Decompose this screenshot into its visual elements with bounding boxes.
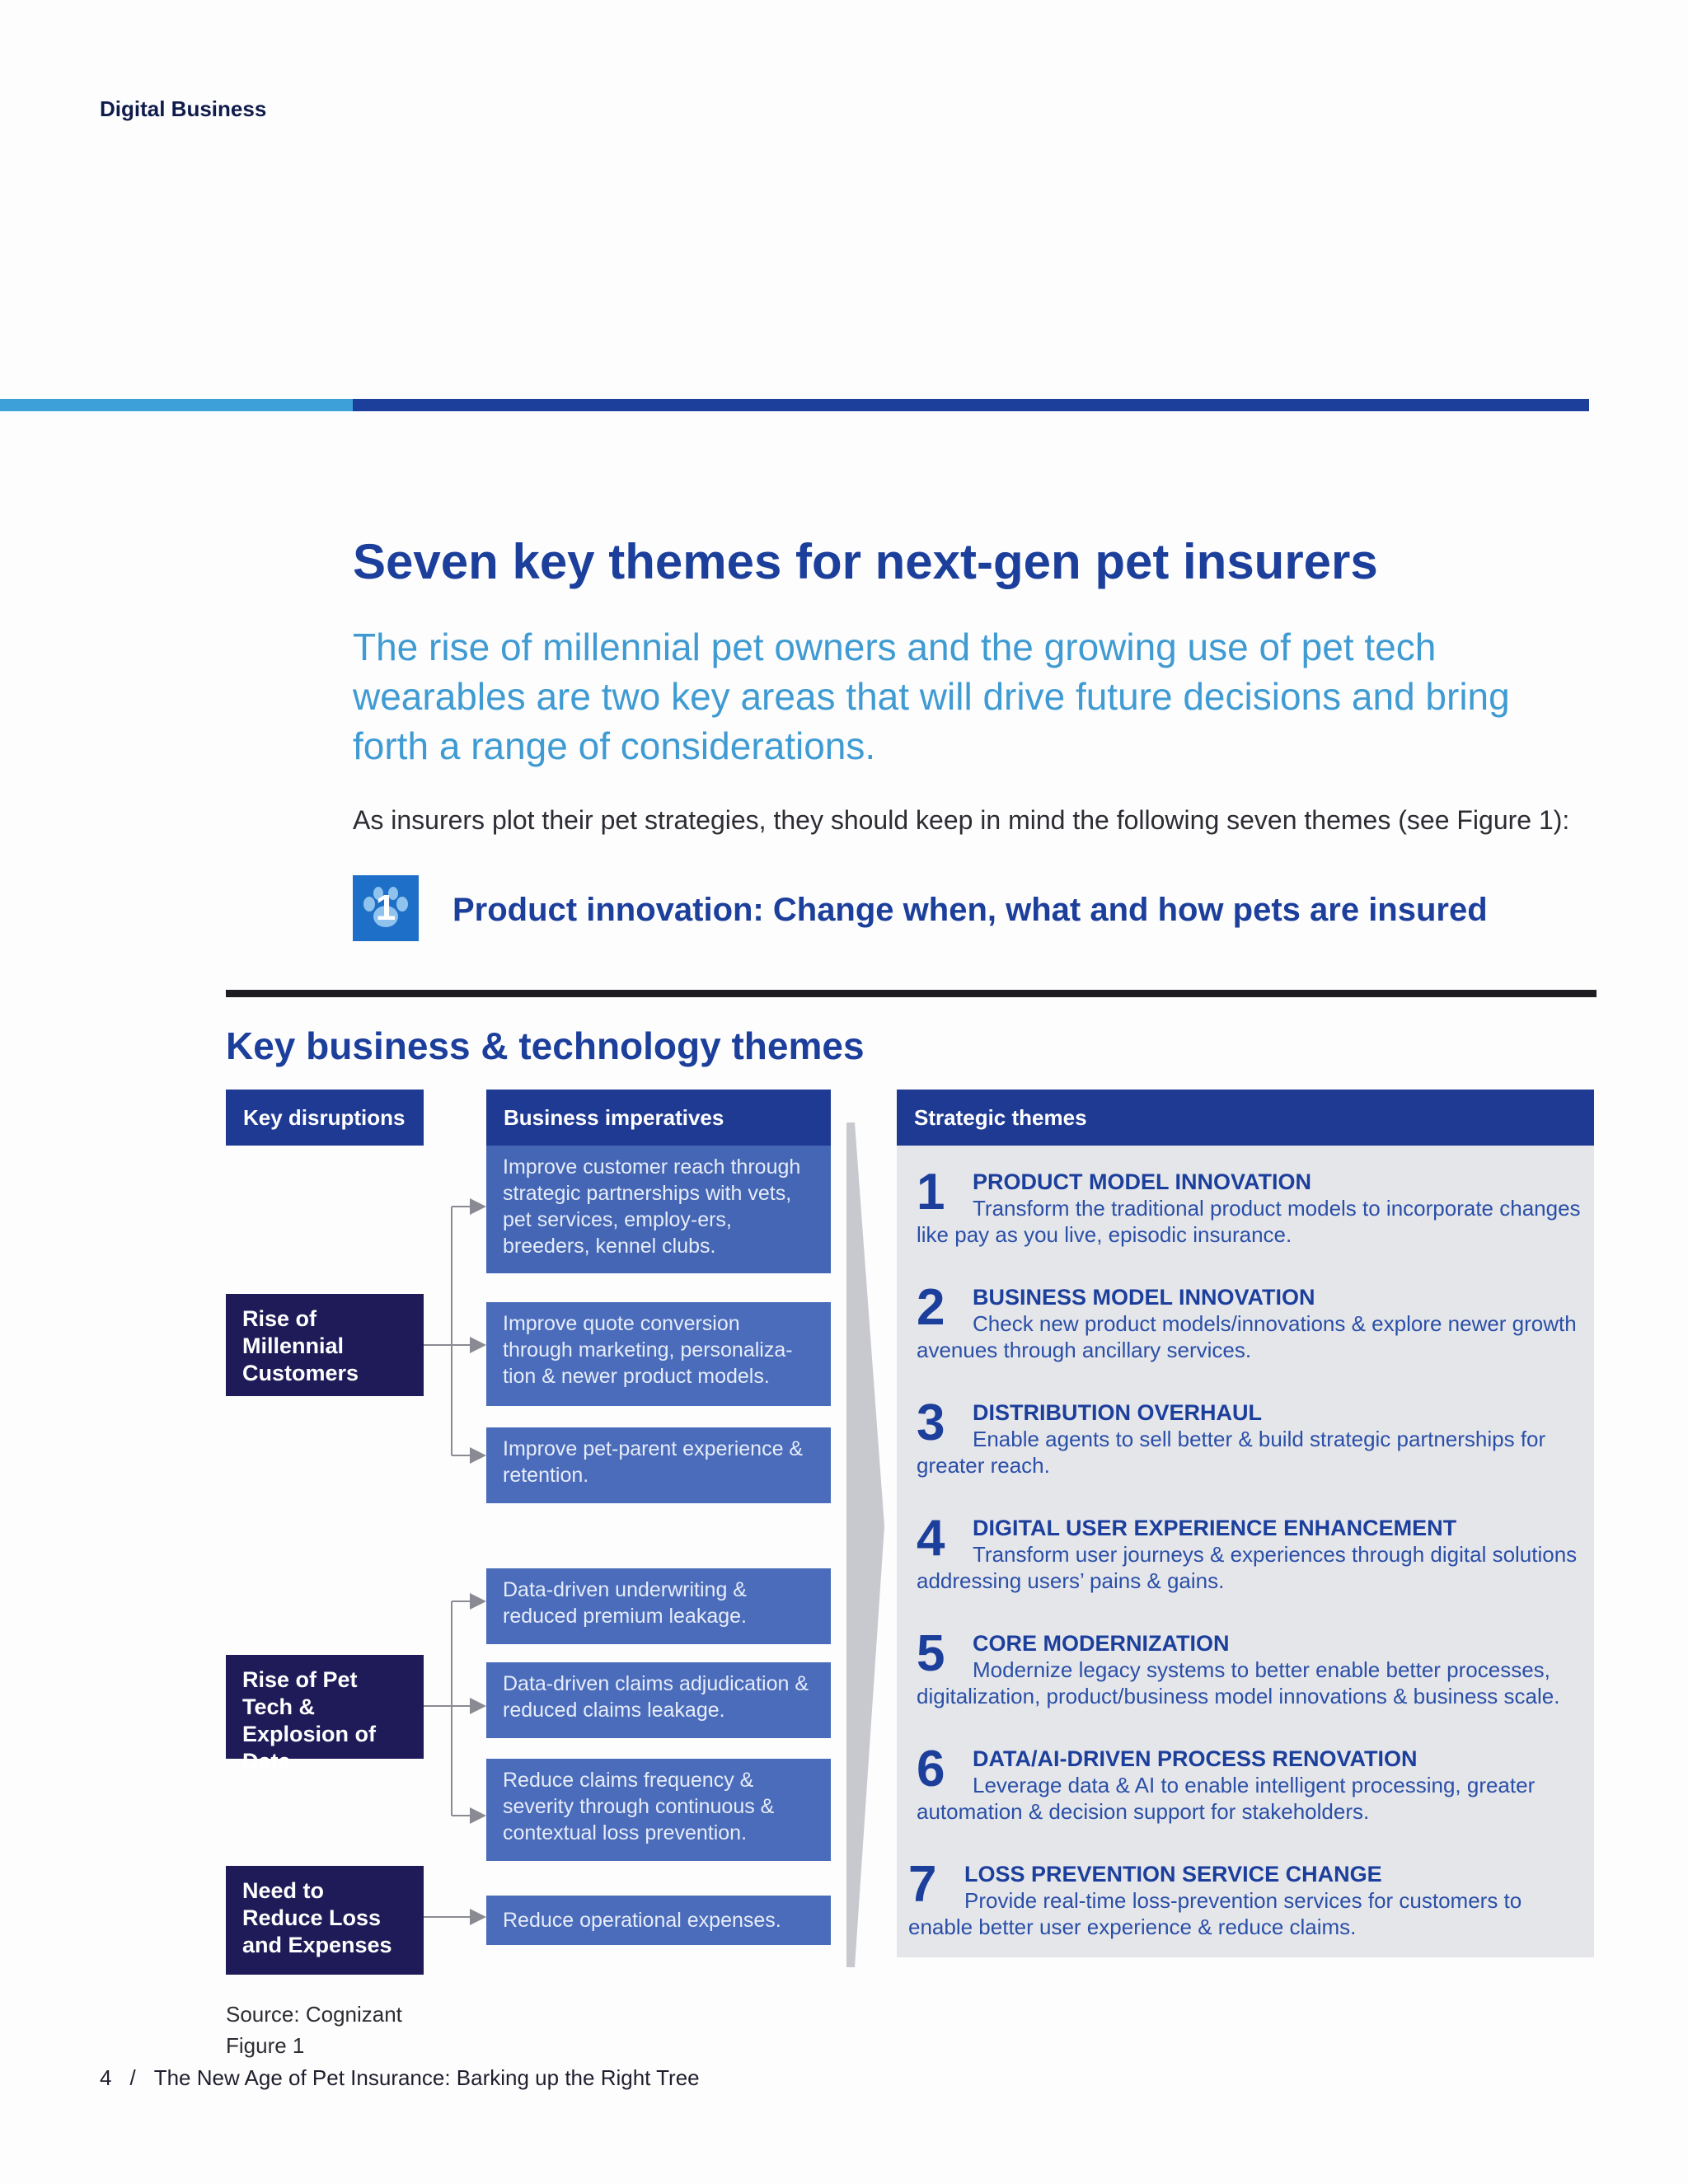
page-number: 4 (100, 2065, 112, 2090)
theme-description: Modernize legacy systems to better enable better processes, digitalization, product/business model innovations & business scale. (917, 1657, 1560, 1708)
page-subtitle: The rise of millennial pet owners and the growing use of pet tech wearables are two key areas that will drive future decisions and bring forth a range of considerations. (353, 626, 1510, 767)
imperative-box: Improve pet-parent experience & retention. (486, 1427, 831, 1503)
strategic-theme (917, 1510, 1592, 1596)
imperative-box: Data-driven claims adjudication & reduced claims leakage. (486, 1662, 831, 1738)
strategic-theme (908, 1856, 1584, 1942)
figure-caption: Figure 1 (226, 2033, 305, 2058)
theme-title: BUSINESS MODEL INNOVATION (973, 1285, 1315, 1310)
theme-description: Provide real-time loss-prevention services for customers to enable better user experience & reduce claims. (908, 1888, 1522, 1939)
theme-description: Check new product models/innovations & explore newer growth avenues through ancillary services. (917, 1311, 1577, 1362)
page-title: Seven key themes for next-gen pet insurers (353, 534, 1378, 589)
strategic-theme (917, 1741, 1592, 1826)
connector-arrows (424, 1137, 490, 1961)
page-footer (100, 2065, 718, 2091)
theme-title: DIGITAL USER EXPERIENCE ENHANCEMENT (973, 1516, 1457, 1540)
theme-title: DATA/AI-DRIVEN PROCESS RENOVATION (973, 1746, 1418, 1771)
imperative-box: Reduce operational expenses. (486, 1896, 831, 1945)
theme-title: DISTRIBUTION OVERHAUL (973, 1400, 1262, 1425)
disruption-box: Rise of Millennial Customers (226, 1294, 424, 1396)
theme-number: 6 (917, 1741, 945, 1797)
strategic-theme (917, 1625, 1592, 1711)
figure-divider (226, 990, 1597, 997)
column-header-imperatives: Business imperatives (486, 1090, 831, 1146)
imperative-box: Reduce claims frequency & severity through continuous & contextual loss prevention. (486, 1759, 831, 1861)
section-label: Digital Business (100, 96, 267, 121)
theme-number: 7 (908, 1856, 937, 1913)
theme-number: 2 (917, 1279, 945, 1336)
column-header-disruptions: Key disruptions (226, 1090, 424, 1146)
strategic-theme (917, 1279, 1592, 1365)
disruption-box: Rise of Pet Tech & Explosion of Data (226, 1655, 424, 1759)
figure-source (226, 1999, 402, 2061)
accent-bar-dark (353, 399, 1589, 411)
imperative-box: Improve quote conversion through marketing, personaliza-tion & newer product models. (486, 1302, 831, 1406)
theme-number: 3 (917, 1394, 945, 1451)
column-header-themes: Strategic themes (897, 1090, 1594, 1146)
product-heading: Product innovation: Change when, what and how pets are insured (452, 892, 1488, 928)
theme-title: CORE MODERNIZATION (973, 1631, 1230, 1656)
theme-badge (353, 875, 419, 941)
imperative-box: Data-driven underwriting & reduced premium leakage. (486, 1568, 831, 1644)
intro-paragraph: As insurers plot their pet strategies, they should keep in mind the following seven themes (see Figure 1): (353, 805, 1570, 835)
theme-description: Transform user journeys & experiences through digital solutions addressing users’ pains & gains. (917, 1542, 1578, 1593)
theme-description: Enable agents to sell better & build strategic partnerships for greater reach. (917, 1427, 1546, 1478)
figure-title: Key business & technology themes (226, 1024, 865, 1067)
source-text: Source: Cognizant (226, 2002, 402, 2027)
strategic-theme (917, 1164, 1592, 1249)
theme-description: Transform the traditional product models to incorporate changes like pay as you live, episodic insurance. (917, 1196, 1581, 1247)
document-title: The New Age of Pet Insurance: Barking up the Right Tree (153, 2065, 700, 2090)
flow-chevron (845, 1122, 886, 1967)
theme-number: 4 (917, 1510, 945, 1567)
theme-number: 1 (917, 1164, 945, 1221)
footer-separator: / (129, 2065, 136, 2090)
imperative-box: Improve customer reach through strategic partnerships with vets, pet services, employ-ers, breeders, kennel clubs. (486, 1146, 831, 1273)
theme-title: LOSS PREVENTION SERVICE CHANGE (964, 1862, 1382, 1886)
theme-number: 5 (917, 1625, 945, 1682)
strategic-theme (917, 1394, 1592, 1480)
accent-bar-light (0, 399, 353, 411)
theme-title: PRODUCT MODEL INNOVATION (973, 1169, 1311, 1194)
disruption-box: Need to Reduce Loss and Expenses (226, 1866, 424, 1975)
theme-description: Leverage data & AI to enable intelligent processing, greater automation & decision support for stakeholders. (917, 1773, 1536, 1824)
badge-number: 1 (375, 888, 396, 928)
